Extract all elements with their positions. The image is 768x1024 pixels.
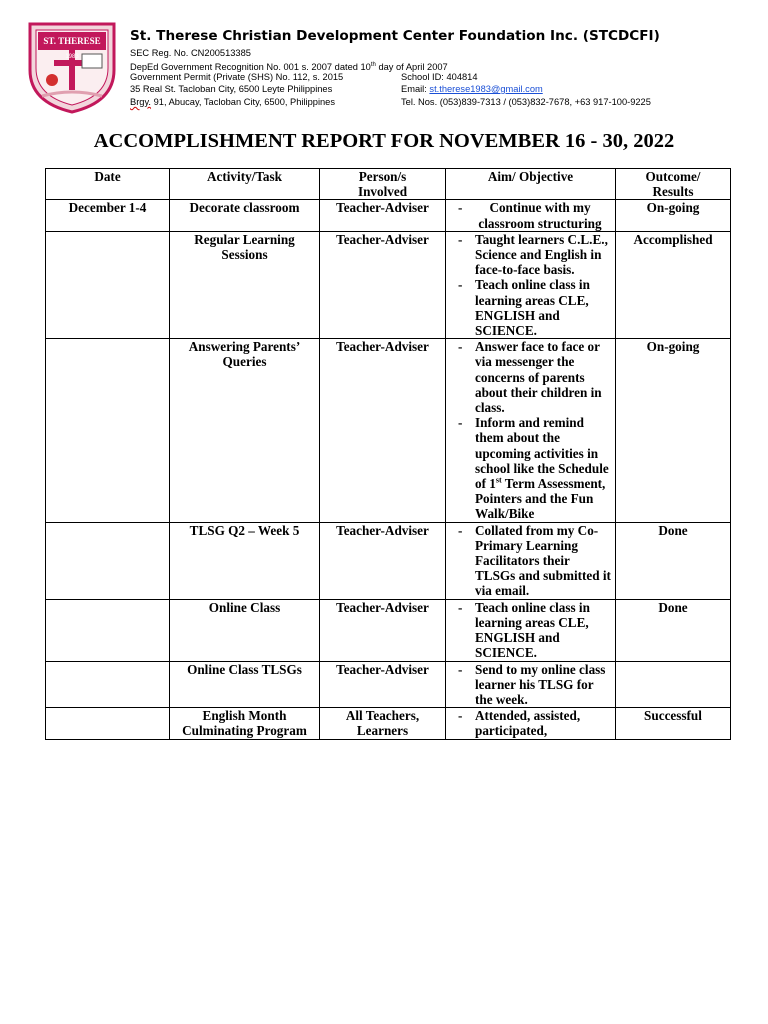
aim-cell (446, 708, 616, 739)
table-row (46, 231, 731, 338)
table-row (46, 200, 731, 231)
org-name: St. Therese Christian Development Center Foundation Inc. (STCDCFI) (130, 28, 660, 44)
outcome-cell: Done (616, 599, 731, 661)
aim-cell (446, 200, 616, 231)
persons-cell: Teacher-Adviser (320, 522, 446, 599)
aim-cell (446, 522, 616, 599)
persons-cell: Teacher-Adviser (320, 231, 446, 338)
header-aim: Aim/ Objective (446, 169, 616, 200)
header-date: Date (46, 169, 170, 200)
date-cell (46, 339, 170, 522)
date-cell (46, 708, 170, 739)
table-row (46, 339, 731, 522)
aim-item: - Collated from my Co-Primary Learning Facilitators their TLSGs and submitted it via email. (458, 522, 611, 599)
report-title: ACCOMPLISHMENT REPORT FOR NOVEMBER 16 - 30, 2022 (93, 130, 675, 152)
activity-cell: TLSG Q2 – Week 5 (170, 522, 320, 599)
table-header-row (46, 169, 731, 200)
outcome-cell: Done (616, 522, 731, 599)
school-id: School ID: 404814 (401, 72, 478, 82)
deped-recognition: DepEd Government Recognition No. 001 s. 2007 dated 10th day of April 2007 (130, 62, 448, 73)
telephone: Tel. Nos. (053)839-7313 / (053)832-7678, +63 917-100-9225 (401, 97, 651, 107)
persons-cell: Teacher-Adviser (320, 661, 446, 708)
email-link[interactable]: st.therese1983@gmail.com (429, 84, 543, 94)
outcome-cell (616, 661, 731, 708)
outcome-cell: Successful (616, 708, 731, 739)
email-line: Email: st.therese1983@gmail.com (401, 84, 543, 94)
aim-cell (446, 661, 616, 708)
svg-text:ST. THERESE: ST. THERESE (43, 36, 101, 46)
date-cell (46, 599, 170, 661)
table-row (46, 599, 731, 661)
address-line-1: 35 Real St. Tacloban City, 6500 Leyte Philippines (130, 84, 333, 94)
header-outcome: Outcome/ Results (616, 169, 731, 200)
date-cell: December 1-4 (46, 200, 170, 231)
aim-cell (446, 339, 616, 522)
aim-cell (446, 231, 616, 338)
date-cell (46, 522, 170, 599)
outcome-cell: Accomplished (616, 231, 731, 338)
activity-cell: Online Class (170, 599, 320, 661)
activity-cell: Decorate classroom (170, 200, 320, 231)
table-row (46, 522, 731, 599)
aim-item: - Send to my online class learner his TLSG for the week. (458, 661, 606, 707)
aim-cell (446, 599, 616, 661)
aim-item: - Teach online class in learning areas CLE, ENGLISH and SCIENCE. (458, 277, 590, 339)
gov-permit: Government Permit (Private (SHS) No. 112, s. 2015 (130, 72, 344, 82)
persons-cell: Teacher-Adviser (320, 200, 446, 231)
aim-item: - Attended, assisted, participated, (458, 708, 581, 739)
svg-text:1983: 1983 (65, 54, 79, 60)
activity-cell: Answering Parents’ Queries (170, 339, 320, 522)
table-row (46, 708, 731, 739)
outcome-cell: On-going (616, 339, 731, 522)
header-activity: Activity/Task (170, 169, 320, 200)
activity-cell: Regular Learning Sessions (170, 231, 320, 338)
table-row (46, 661, 731, 708)
header-persons: Person/s Involved (320, 169, 446, 200)
activity-cell: Online Class TLSGs (170, 661, 320, 708)
aim-item: - Teach online class in learning areas CLE, ENGLISH and SCIENCE. (458, 599, 590, 661)
persons-cell: All Teachers, Learners (320, 708, 446, 739)
aim-item: - Inform and remind them about the upcoming activities in school like the Schedule of 1st Term Assessment, Pointers and the Fun Walk/Bike (458, 415, 609, 522)
aim-item: - Taught learners C.L.E., Science and English in face-to-face basis. (458, 231, 608, 278)
aim-item: - Continue with my classroom structuring (458, 200, 602, 231)
persons-cell: Teacher-Adviser (320, 339, 446, 522)
letterhead (0, 0, 768, 120)
report-table (45, 168, 731, 740)
aim-item: - Answer face to face or via messenger the concerns of parents about their children in class. (458, 339, 602, 416)
sec-reg: SEC Reg. No. CN200513385 (130, 48, 251, 58)
persons-cell: Teacher-Adviser (320, 599, 446, 661)
address-line-2: Brgy. 91, Abucay, Tacloban City, 6500, Philippines (130, 97, 336, 107)
date-cell (46, 231, 170, 338)
activity-cell: English Month Culminating Program (170, 708, 320, 739)
school-logo (24, 18, 120, 114)
outcome-cell: On-going (616, 200, 731, 231)
date-cell (46, 661, 170, 708)
